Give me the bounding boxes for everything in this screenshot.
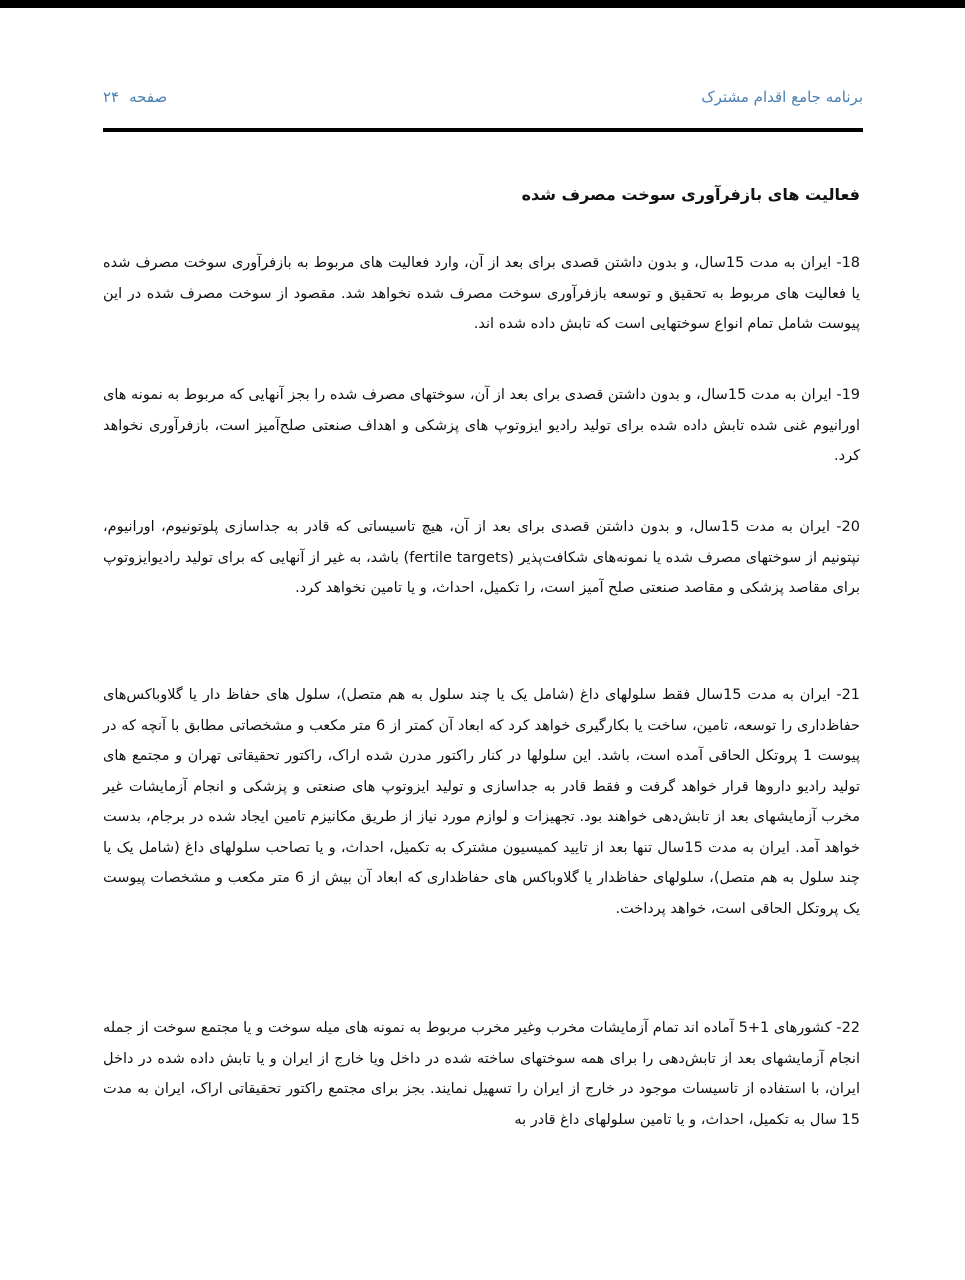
page-number-group [103,88,167,106]
paragraph-18: 18- ایران به مدت 15سال، و بدون داشتن قصدی برای بعد از آن، وارد فعالیت های مربوط به بازفرآوری سوخت مصرف شده یا فعالیت های مربوط به تحقیق و توسعه بازفرآوری سوخت مصرف شده نخواهد شد. مقصود از سوخت مصرف شده در این پیوست شامل تمام انواع سوختهایی است که تابش داده شده اند. [103,255,861,332]
page-number: ۲۴ [103,88,120,106]
section-heading: فعالیت های بازفرآوری سوخت مصرف شده [521,185,860,204]
paragraph-22: 22- کشورهای 1+5 آماده اند تمام آزمایشات مخرب وغیر مخرب مربوط به نمونه های میله سوخت و یا مجتمع سوخت از جمله انجام آزمایشهای بعد از تابش‌دهی را برای همه سوختهای ساخته شده در داخل ویا خارج از ایران و یا تابش داده شده در داخل ایران، با استفاده از تاسیسات موجود در خارج از ایران را تسهیل نمایند. بجز برای مجتمع راکتور تحقیقاتی اراک، ایران به مدت 15 سال به تکمیل، احداث، و یا تامین سلولهای داغ قادر به [103,1020,861,1128]
page-label: صفحه [129,88,168,106]
top-border [0,0,965,8]
paragraph-19: 19- ایران به مدت 15سال، و بدون داشتن قصدی برای بعد از آن، سوختهای مصرف شده را بجز آنهایی که مربوط به نمونه های اورانیوم غنی شده تابش داده شده برای تولید رادیو ایزوتوپ های پزشکی و اهداف صنعتی صلح‌آمیز است، بازفرآوری نخواهد کرد. [103,387,861,464]
paragraph-20: 20- ایران به مدت 15سال، و بدون داشتن قصدی برای بعد از آن، هیچ تاسیساتی که قادر به جداسازی پلوتونیوم، اورانیوم، نپتونیم از سوختهای مصرف شده یا نمونه‌های شکافت‌پذیر (fertile targets) باشد، به غیر از آنهایی که برای تولید رادیوایزوتوپ برای مقاصد پزشکی و مقاصد صنعتی صلح آمیز است، را تکمیل، احداث، و یا تامین نخواهد کرد. [103,519,861,596]
document-title: برنامه جامع اقدام مشترک [701,88,863,106]
header-divider [103,128,863,132]
paragraph-21: 21- ایران به مدت 15سال فقط سلولهای داغ (شامل یک یا چند سلول به هم متصل)، سلول های حفاظ دار یا گلاوباکس‌های حفاظ‌داری را توسعه، تامین، ساخت یا بکارگیری خواهد کرد که ابعاد آن کمتر از 6 متر مکعب و مشخصاتی مطابق با آنچه که در پیوست 1 پروتکل الحاقی آمده است، باشد. این سلولها در کنار راکتور مدرن شده اراک، راکتور تحقیقاتی تهران و مجتمع های تولید رادیو داروها قرار خواهد گرفت و فقط قادر به جداسازی و تولید ایزوتوپ های صنعتی و پزشکی و انجام آزمایشات غیر مخرب آزمایشهای بعد از تابش‌دهی خواهند بود. تجهیزات و لوازم مورد نیاز از طریق مکانیزم تامین ایجاد شده در برجام، بدست خواهد آمد. ایران به مدت 15سال تنها بعد از تایید کمیسیون مشترک به تکمیل، احداث، و یا تصاحب سلولهای داغ (شامل یک یا چند سلول به هم متصل)، سلولهای حفاظدار یا گلاوباکس های حفاظداری که ابعاد آن بیش از 6 متر مکعب و مشخصات پیوست یک پروتکل الحاقی است، خواهد پرداخت. [103,687,861,917]
page-header [103,80,863,114]
